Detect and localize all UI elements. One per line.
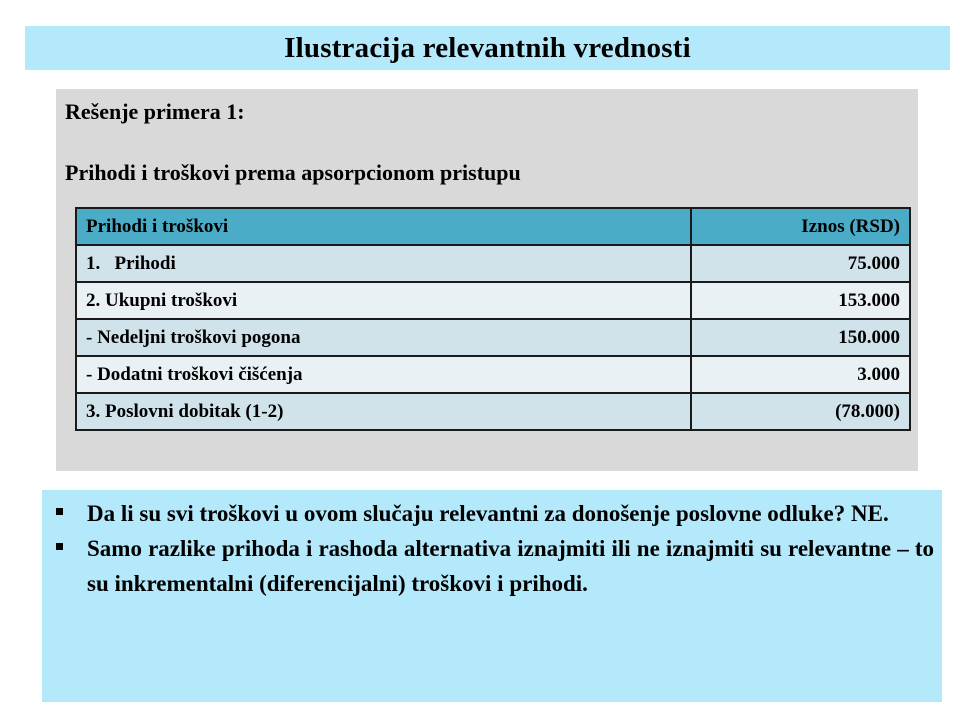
- table-caption: Prihodi i troškovi prema apsorpcionom pristupu: [65, 160, 521, 185]
- income-cost-table: [75, 207, 911, 431]
- header-cell-amount: Iznos (RSD): [691, 208, 910, 245]
- table-row: [76, 356, 910, 393]
- table-row: [76, 393, 910, 430]
- row-amount: (78.000): [691, 393, 910, 430]
- bullet-text: Da li su svi troškovi u ovom slučaju relevantni za donošenje poslovne odluke? NE.: [87, 501, 889, 526]
- bullet-item: [56, 496, 934, 531]
- table-row: [76, 282, 910, 319]
- header-cell-item: Prihodi i troškovi: [76, 208, 691, 245]
- row-label: - Dodatni troškovi čišćenja: [76, 356, 691, 393]
- row-label: - Nedeljni troškovi pogona: [76, 319, 691, 356]
- square-bullet-icon: [56, 543, 63, 550]
- row-amount: 75.000: [691, 245, 910, 282]
- bullet-text: Samo razlike prihoda i rashoda alternativa iznajmiti ili ne iznajmiti su relevantne – to su inkrementalni (diferencijalni) troškovi i prihodi.: [87, 536, 934, 596]
- table-row: [76, 319, 910, 356]
- solution-heading: Rešenje primera 1:: [65, 99, 245, 124]
- row-label: 3. Poslovni dobitak (1-2): [76, 393, 691, 430]
- solution-panel: [56, 89, 918, 471]
- row-amount: 150.000: [691, 319, 910, 356]
- row-label: 2. Ukupni troškovi: [76, 282, 691, 319]
- table-header-row: [76, 208, 910, 245]
- table-row: [76, 245, 910, 282]
- title-bar: [25, 26, 950, 70]
- row-amount: 153.000: [691, 282, 910, 319]
- conclusion-panel: [42, 490, 942, 702]
- row-label: 1. Prihodi: [76, 245, 691, 282]
- bullet-list: [56, 496, 934, 601]
- row-amount: 3.000: [691, 356, 910, 393]
- bullet-item: [56, 531, 934, 601]
- slide-title: Ilustracija relevantnih vrednosti: [284, 31, 691, 64]
- square-bullet-icon: [56, 508, 63, 515]
